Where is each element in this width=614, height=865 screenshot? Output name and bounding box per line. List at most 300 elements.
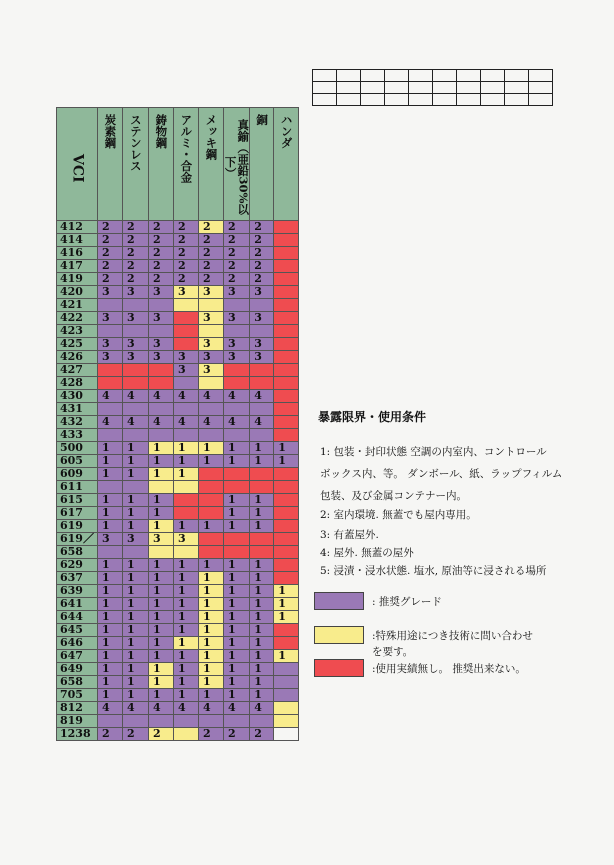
vci-code: 658 (57, 676, 98, 689)
grade-cell: 3 (250, 351, 274, 364)
grade-cell: 3 (123, 286, 149, 299)
vci-code: 637 (57, 572, 98, 585)
vci-code: 412 (57, 221, 98, 234)
grade-cell: 1 (199, 520, 224, 533)
grade-cell (174, 507, 199, 520)
grade-cell: 1 (250, 455, 274, 468)
grade-cell: 3 (199, 338, 224, 351)
grade-cell: 2 (199, 234, 224, 247)
grade-cell: 2 (123, 273, 149, 286)
grade-cell (98, 364, 123, 377)
grade-cell: 1 (250, 520, 274, 533)
grade-cell (274, 520, 299, 533)
grade-cell: 2 (123, 260, 149, 273)
table-row (57, 624, 299, 637)
grade-cell: 1 (224, 507, 250, 520)
grade-cell (174, 494, 199, 507)
grade-cell (250, 403, 274, 416)
vci-code: 431 (57, 403, 98, 416)
grade-cell: 1 (274, 455, 299, 468)
grade-cell (250, 377, 274, 390)
vci-code: 611 (57, 481, 98, 494)
grade-cell: 1 (274, 598, 299, 611)
grade-cell: 1 (199, 455, 224, 468)
table-row (57, 520, 299, 533)
grade-cell: 2 (224, 221, 250, 234)
blank-grid-table (312, 69, 553, 106)
grade-cell (98, 429, 123, 442)
grade-cell: 4 (224, 416, 250, 429)
grade-cell: 2 (149, 234, 174, 247)
grade-cell (274, 234, 299, 247)
grade-cell: 1 (174, 598, 199, 611)
grade-cell: 4 (250, 390, 274, 403)
grade-cell: 4 (199, 416, 224, 429)
grade-cell (274, 637, 299, 650)
table-row (57, 260, 299, 273)
table-row (57, 611, 299, 624)
grade-cell: 1 (224, 520, 250, 533)
grade-cell: 1 (199, 442, 224, 455)
grade-cell: 1 (199, 572, 224, 585)
grade-cell: 1 (250, 585, 274, 598)
grade-cell (123, 364, 149, 377)
grade-cell (174, 312, 199, 325)
grade-cell: 1 (149, 676, 174, 689)
legend-label: : 推奨グレード (372, 596, 442, 608)
grade-cell: 2 (149, 247, 174, 260)
column-header (123, 108, 149, 221)
grade-cell (250, 546, 274, 559)
grade-cell: 1 (174, 689, 199, 702)
table-row (57, 559, 299, 572)
grade-cell (149, 403, 174, 416)
grade-cell (224, 325, 250, 338)
grade-cell (224, 481, 250, 494)
grade-cell (274, 221, 299, 234)
vci-code: 649 (57, 663, 98, 676)
table-row (57, 468, 299, 481)
grade-cell: 4 (149, 416, 174, 429)
grade-cell (98, 377, 123, 390)
grade-cell: 1 (250, 624, 274, 637)
grade-cell: 1 (174, 468, 199, 481)
grade-cell (123, 715, 149, 728)
grade-cell: 2 (199, 728, 224, 741)
column-header (199, 108, 224, 221)
grade-cell: 2 (98, 260, 123, 273)
grade-cell: 1 (250, 598, 274, 611)
grade-cell: 1 (199, 585, 224, 598)
grade-cell (250, 533, 274, 546)
vci-code: 647 (57, 650, 98, 663)
grade-cell: 1 (174, 637, 199, 650)
grade-cell: 1 (149, 520, 174, 533)
grade-cell: 1 (149, 637, 174, 650)
table-row (57, 286, 299, 299)
grade-cell (199, 507, 224, 520)
condition-text: 4: 屋外. 無蓋の屋外 (320, 547, 414, 559)
grade-cell (199, 494, 224, 507)
grade-cell: 1 (98, 442, 123, 455)
grade-cell (199, 715, 224, 728)
grade-cell: 1 (174, 676, 199, 689)
table-row (57, 455, 299, 468)
grade-cell: 1 (224, 494, 250, 507)
grade-cell (250, 429, 274, 442)
grade-cell (149, 429, 174, 442)
grade-cell (274, 312, 299, 325)
vci-code: 605 (57, 455, 98, 468)
grade-cell (274, 507, 299, 520)
vci-code: 420 (57, 286, 98, 299)
grade-cell (224, 377, 250, 390)
grade-cell (274, 299, 299, 312)
grade-cell: 1 (123, 611, 149, 624)
legend-label: :使用実績無し。 推奨出来ない。 (372, 663, 526, 675)
vci-code: 416 (57, 247, 98, 260)
vci-code: 617 (57, 507, 98, 520)
grade-cell: 3 (199, 364, 224, 377)
grade-cell: 1 (98, 507, 123, 520)
grade-cell: 2 (98, 728, 123, 741)
grade-cell (274, 624, 299, 637)
table-row (57, 715, 299, 728)
table-row (57, 442, 299, 455)
grade-cell (274, 676, 299, 689)
grade-cell (224, 546, 250, 559)
grade-cell: 1 (149, 611, 174, 624)
grade-cell (199, 377, 224, 390)
grade-cell: 3 (149, 533, 174, 546)
grade-cell: 1 (250, 689, 274, 702)
table-row (57, 377, 299, 390)
grade-cell: 1 (98, 572, 123, 585)
vci-code: 646 (57, 637, 98, 650)
grade-cell (174, 325, 199, 338)
grade-cell: 1 (250, 494, 274, 507)
grade-cell: 4 (98, 390, 123, 403)
grade-cell: 2 (149, 221, 174, 234)
column-header-label: ハンダ (279, 114, 294, 149)
grade-cell: 1 (224, 650, 250, 663)
grade-cell: 3 (98, 312, 123, 325)
grade-cell (174, 715, 199, 728)
table-row (57, 585, 299, 598)
vci-code: 658 (57, 546, 98, 559)
table-row (57, 676, 299, 689)
table-row (57, 403, 299, 416)
grade-cell (274, 715, 299, 728)
grade-cell: 1 (274, 442, 299, 455)
grade-cell: 2 (174, 273, 199, 286)
grade-cell: 3 (174, 351, 199, 364)
table-row (57, 429, 299, 442)
grade-cell (149, 325, 174, 338)
grade-cell (274, 572, 299, 585)
table-row (57, 273, 299, 286)
table-row (57, 650, 299, 663)
vci-code: 812 (57, 702, 98, 715)
table-row (57, 702, 299, 715)
vci-code: 619／ (57, 533, 98, 546)
table-row (57, 338, 299, 351)
grade-cell: 2 (174, 234, 199, 247)
grade-cell: 2 (174, 221, 199, 234)
vci-code: 432 (57, 416, 98, 429)
vci-code: 428 (57, 377, 98, 390)
grade-cell (250, 325, 274, 338)
grade-cell: 1 (199, 637, 224, 650)
grade-cell: 4 (149, 702, 174, 715)
table-row (57, 494, 299, 507)
grade-cell: 1 (123, 507, 149, 520)
condition-text: 包装、及び金属コンテナー内。 (320, 490, 467, 502)
vci-code: 644 (57, 611, 98, 624)
grade-cell (274, 546, 299, 559)
grade-cell: 1 (250, 637, 274, 650)
grade-cell (274, 494, 299, 507)
grade-cell (250, 468, 274, 481)
grade-cell: 1 (250, 507, 274, 520)
grade-cell: 4 (98, 702, 123, 715)
grade-cell: 1 (98, 637, 123, 650)
legend-swatch (314, 626, 364, 644)
grade-cell (274, 247, 299, 260)
grade-cell: 3 (199, 312, 224, 325)
grade-cell: 1 (174, 572, 199, 585)
grade-cell: 1 (224, 572, 250, 585)
grade-cell (123, 299, 149, 312)
grade-cell: 4 (174, 702, 199, 715)
grade-cell: 1 (123, 676, 149, 689)
grade-cell: 2 (199, 221, 224, 234)
legend-swatch (314, 659, 364, 677)
grade-cell: 4 (199, 702, 224, 715)
table-row (57, 234, 299, 247)
grade-cell (224, 533, 250, 546)
grade-cell (250, 364, 274, 377)
grade-cell: 1 (224, 624, 250, 637)
grade-cell (98, 325, 123, 338)
grade-cell: 1 (149, 689, 174, 702)
grade-cell: 1 (224, 455, 250, 468)
grade-cell: 4 (98, 416, 123, 429)
grade-cell (149, 299, 174, 312)
grade-cell (250, 481, 274, 494)
grade-cell (274, 429, 299, 442)
vci-code: 619 (57, 520, 98, 533)
grade-cell: 1 (149, 572, 174, 585)
grade-cell: 1 (123, 468, 149, 481)
table-row (57, 546, 299, 559)
grade-cell: 4 (199, 390, 224, 403)
grade-cell: 2 (224, 247, 250, 260)
grade-cell: 1 (224, 611, 250, 624)
grade-cell: 3 (149, 286, 174, 299)
grade-cell: 2 (250, 273, 274, 286)
grade-cell (199, 403, 224, 416)
grade-cell: 1 (199, 689, 224, 702)
grade-cell (250, 299, 274, 312)
grade-cell (123, 325, 149, 338)
grade-cell (199, 533, 224, 546)
grade-cell: 1 (274, 650, 299, 663)
grade-cell: 1 (98, 689, 123, 702)
grade-cell: 3 (98, 338, 123, 351)
grade-cell: 2 (174, 260, 199, 273)
grade-cell: 3 (174, 286, 199, 299)
grade-cell: 4 (149, 390, 174, 403)
vci-code: 421 (57, 299, 98, 312)
table-header-row (57, 108, 299, 221)
grade-cell: 2 (250, 221, 274, 234)
grade-cell (174, 299, 199, 312)
grade-cell (224, 364, 250, 377)
grade-cell: 1 (149, 624, 174, 637)
grade-cell: 4 (174, 390, 199, 403)
grade-cell (98, 546, 123, 559)
grade-cell: 3 (250, 286, 274, 299)
grade-cell: 1 (123, 585, 149, 598)
grade-cell: 1 (123, 455, 149, 468)
grade-cell (274, 260, 299, 273)
grade-cell: 2 (123, 247, 149, 260)
grade-cell (199, 546, 224, 559)
grade-cell: 1 (123, 689, 149, 702)
grade-cell (123, 377, 149, 390)
grade-cell: 2 (98, 273, 123, 286)
column-header (98, 108, 123, 221)
grade-cell (274, 689, 299, 702)
vci-code: 414 (57, 234, 98, 247)
vci-code: 425 (57, 338, 98, 351)
legend-label: :特殊用途につき技術に問い合わせ (372, 630, 533, 642)
grade-cell: 1 (149, 494, 174, 507)
grade-cell: 3 (199, 286, 224, 299)
vci-code: 629 (57, 559, 98, 572)
grade-cell: 3 (224, 312, 250, 325)
grade-cell (98, 481, 123, 494)
grade-cell: 1 (274, 585, 299, 598)
grade-cell (174, 546, 199, 559)
grade-cell: 2 (98, 247, 123, 260)
grade-cell: 1 (123, 637, 149, 650)
grade-cell: 1 (98, 598, 123, 611)
vci-code: 419 (57, 273, 98, 286)
grade-cell: 1 (149, 507, 174, 520)
grade-cell: 1 (224, 689, 250, 702)
vci-code: 426 (57, 351, 98, 364)
column-header-label: 真鍮（亜鉛30%以下） (223, 119, 251, 215)
grade-cell: 1 (149, 468, 174, 481)
grade-cell: 1 (174, 520, 199, 533)
grade-cell (174, 377, 199, 390)
grade-cell (274, 390, 299, 403)
grade-cell (250, 715, 274, 728)
grade-cell: 1 (98, 520, 123, 533)
grade-cell (224, 715, 250, 728)
grade-cell: 1 (174, 442, 199, 455)
grade-cell: 3 (250, 338, 274, 351)
grade-cell (174, 481, 199, 494)
table-row (57, 416, 299, 429)
grade-cell (274, 663, 299, 676)
column-header-label: アルミ・合金 (179, 114, 194, 183)
grade-cell: 1 (149, 442, 174, 455)
grade-cell: 2 (250, 247, 274, 260)
grade-cell: 3 (98, 351, 123, 364)
grade-cell: 2 (123, 234, 149, 247)
column-header-label: メッキ鋼 (204, 114, 219, 160)
grade-cell: 1 (224, 663, 250, 676)
grade-cell: 3 (98, 286, 123, 299)
grade-cell: 1 (123, 572, 149, 585)
grade-cell: 1 (123, 650, 149, 663)
condition-text: ボックス内、等。 ダンボール、紙、ラップフィルム (320, 468, 563, 480)
vci-code: 423 (57, 325, 98, 338)
grade-cell (274, 273, 299, 286)
table-row (57, 598, 299, 611)
condition-text: 2: 室内環境. 無蓋でも屋内専用。 (320, 509, 477, 521)
grade-cell: 4 (123, 390, 149, 403)
grade-cell (149, 715, 174, 728)
grade-cell: 2 (149, 260, 174, 273)
vci-code: 641 (57, 598, 98, 611)
grade-cell: 1 (98, 559, 123, 572)
condition-text: 3: 有蓋屋外. (320, 529, 379, 541)
grade-cell (174, 728, 199, 741)
grade-cell (98, 715, 123, 728)
grade-cell: 1 (123, 598, 149, 611)
grade-cell: 3 (149, 338, 174, 351)
grade-cell: 4 (224, 390, 250, 403)
table-row (57, 221, 299, 234)
grade-cell (274, 377, 299, 390)
column-header-label: 銅 (255, 114, 270, 126)
table-row (57, 663, 299, 676)
grade-cell: 2 (250, 728, 274, 741)
vci-code: 645 (57, 624, 98, 637)
grade-cell (224, 299, 250, 312)
condition-text: 1: 包装・封印状態 空調の内室内、コントロール (320, 446, 547, 458)
vci-code: 427 (57, 364, 98, 377)
vci-code: 430 (57, 390, 98, 403)
grade-cell: 2 (149, 728, 174, 741)
grade-cell: 2 (199, 247, 224, 260)
grade-cell: 1 (123, 663, 149, 676)
grade-cell: 1 (199, 559, 224, 572)
grade-cell (149, 364, 174, 377)
vci-code: 500 (57, 442, 98, 455)
grade-cell: 1 (250, 442, 274, 455)
grade-cell: 1 (174, 611, 199, 624)
grade-cell: 1 (174, 455, 199, 468)
grade-cell: 1 (174, 650, 199, 663)
grade-cell (123, 429, 149, 442)
grade-cell (274, 416, 299, 429)
grade-cell (274, 559, 299, 572)
grade-cell: 1 (250, 663, 274, 676)
grade-cell: 3 (123, 338, 149, 351)
grade-cell (174, 403, 199, 416)
grade-cell: 1 (199, 598, 224, 611)
grade-cell: 1 (123, 520, 149, 533)
grade-cell (274, 728, 299, 741)
column-header-label: 炭素鋼 (103, 114, 118, 149)
grade-cell (274, 533, 299, 546)
vci-code: 417 (57, 260, 98, 273)
